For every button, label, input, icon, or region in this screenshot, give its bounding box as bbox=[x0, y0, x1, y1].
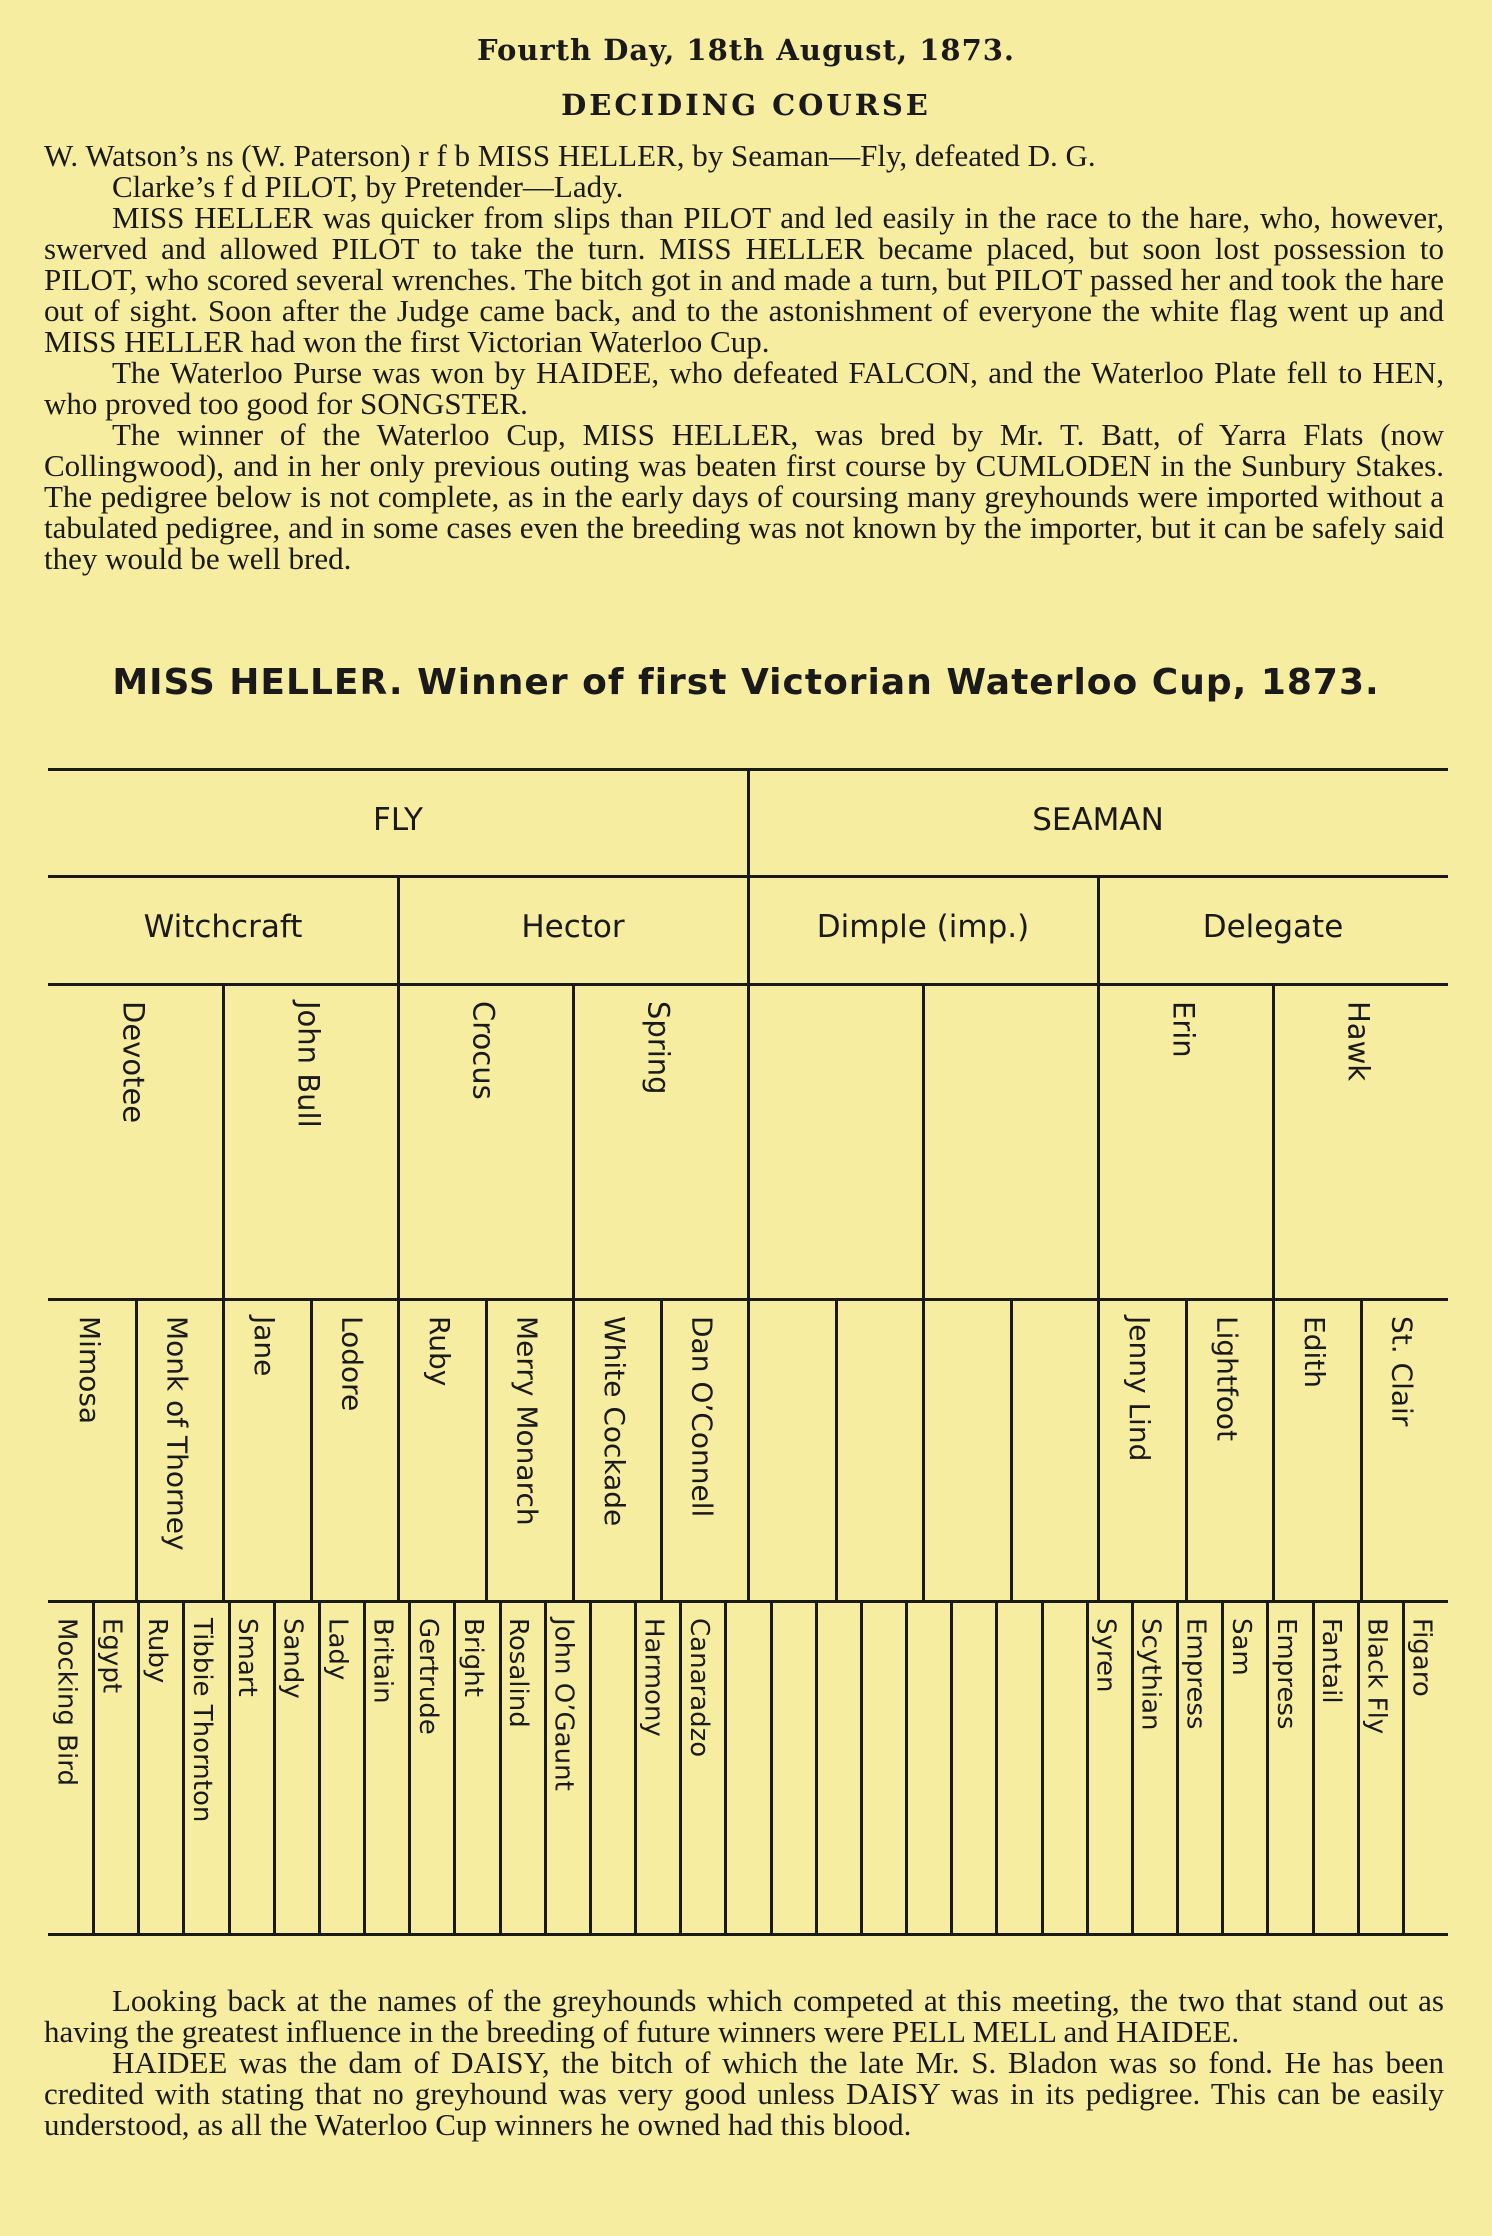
pedigree-divider bbox=[1272, 1298, 1275, 1600]
pedigree-divider bbox=[1221, 1600, 1224, 1933]
pedigree-divider bbox=[228, 1600, 231, 1933]
pedigree-divider bbox=[770, 1600, 773, 1933]
race-report bbox=[44, 140, 1444, 574]
pedigree-divider bbox=[363, 1600, 366, 1933]
pedigree-g4-merry-monarch: Merry Monarch bbox=[510, 1316, 544, 1526]
pedigree-divider bbox=[182, 1600, 185, 1933]
report-line-2: Clarke’s f d PILOT, by Pretender—Lady. bbox=[112, 169, 624, 204]
pedigree-g5-john-o-gaunt: John O’Gaunt bbox=[548, 1618, 579, 1791]
pedigree-g4-jenny-lind: Jenny Lind bbox=[1122, 1316, 1156, 1462]
pedigree-g5-empress: Empress bbox=[1180, 1618, 1211, 1730]
pedigree-g4-lodore: Lodore bbox=[335, 1316, 369, 1412]
pedigree-divider bbox=[318, 1600, 321, 1933]
pedigree-g5-scythian: Scythian bbox=[1135, 1618, 1166, 1731]
pedigree-grandparent-dimple-imp: Dimple (imp.) bbox=[816, 909, 1030, 945]
pedigree-divider bbox=[1357, 1600, 1360, 1933]
pedigree-g4-monk-of-thorney: Monk of Thorney bbox=[160, 1316, 194, 1551]
pedigree-rule bbox=[48, 1600, 1448, 1603]
pedigree-divider bbox=[572, 983, 575, 1298]
pedigree-divider bbox=[1041, 1600, 1044, 1933]
report-line-1: W. Watson’s ns (W. Paterson) r f b MISS HELLER, by Seaman—Fly, defeated D. G. bbox=[44, 138, 1096, 173]
pedigree-divider bbox=[453, 1600, 456, 1933]
pedigree-divider bbox=[273, 1600, 276, 1933]
pedigree-title: MISS HELLER. Winner of first Victorian Waterloo Cup, 1873. bbox=[112, 662, 1380, 703]
pedigree-g4-ruby: Ruby bbox=[422, 1316, 456, 1387]
pedigree-divider bbox=[397, 983, 400, 1298]
pedigree-g4-edith: Edith bbox=[1297, 1316, 1331, 1388]
pedigree-g5-canaradzo: Canaradzo bbox=[683, 1618, 714, 1758]
pedigree-g5-egypt: Egypt bbox=[96, 1618, 127, 1694]
pedigree-g5-mocking-bird: Mocking Bird bbox=[51, 1618, 82, 1786]
pedigree-g5-bright: Bright bbox=[458, 1618, 489, 1697]
pedigree-g3-spring: Spring bbox=[641, 1001, 676, 1095]
pedigree-grandparent-delegate: Delegate bbox=[1202, 909, 1344, 945]
pedigree-divider bbox=[1131, 1600, 1134, 1933]
pedigree-g5-figaro: Figaro bbox=[1406, 1618, 1437, 1697]
report-paragraph-3: The Waterloo Purse was won by HAIDEE, who defeated FALCON, and the Waterloo Plate fell to HEN, who proved too good for SONGSTER. bbox=[44, 355, 1444, 421]
pedigree-divider bbox=[310, 1298, 313, 1600]
pedigree-divider bbox=[747, 983, 750, 1298]
pedigree-divider bbox=[397, 1298, 400, 1600]
pedigree-g4-white-cockade: White Cockade bbox=[597, 1316, 631, 1527]
pedigree-grandparent-hector: Hector bbox=[521, 909, 625, 945]
pedigree-divider bbox=[724, 1600, 727, 1933]
section-heading: DECIDING COURSE bbox=[561, 88, 931, 122]
closing-remarks bbox=[44, 1985, 1444, 2140]
pedigree-g4-mimosa: Mimosa bbox=[72, 1316, 106, 1425]
pedigree-divider bbox=[222, 1298, 225, 1600]
pedigree-divider bbox=[747, 1298, 750, 1600]
pedigree-divider bbox=[1097, 1298, 1100, 1600]
closing-paragraph-2: HAIDEE was the dam of DAISY, the bitch of which the late Mr. S. Bladon was so fond. He has been credited with stating that no greyhound was very good unless DAISY was in its pedigree. This can be easily understood, as all the Waterloo Cup winners he owned had this blood. bbox=[44, 2045, 1444, 2142]
pedigree-g3-john-bull: John Bull bbox=[291, 1001, 326, 1128]
pedigree-divider bbox=[485, 1298, 488, 1600]
report-paragraph-2: MISS HELLER was quicker from slips than PILOT and led easily in the race to the hare, who, however, swerved and allowed PILOT to take the turn. MISS HELLER became placed, but soon lost possession to PILOT, who scored several wrenches. The bitch got in and made a turn, but PILOT passed her and took the hare out of sight. Soon after the Judge came back, and to the astonishment of everyone the white flag went up and MISS HELLER had won the first Victorian Waterloo Cup. bbox=[44, 200, 1444, 359]
pedigree-divider bbox=[1266, 1600, 1269, 1933]
pedigree-rule bbox=[48, 1933, 1448, 1936]
pedigree-g5-rosalind: Rosalind bbox=[503, 1618, 534, 1728]
pedigree-g5-black-fly: Black Fly bbox=[1361, 1618, 1392, 1735]
pedigree-divider bbox=[905, 1600, 908, 1933]
pedigree-g4-dan-o-connell: Dan O’Connell bbox=[685, 1316, 719, 1518]
report-paragraph-4: The winner of the Waterloo Cup, MISS HELLER, was bred by Mr. T. Batt, of Yarra Flats (now Collingwood), and in her only previous outing was beaten first course by CUMLODEN in the Sunbury Stakes. The pedigree below is not complete, as in the early days of coursing many greyhounds were imported without a tabulated pedigree, and in some cases even the breeding was not known by the importer, but it can be safely said they would be well bred. bbox=[44, 417, 1444, 576]
pedigree-divider bbox=[679, 1600, 682, 1933]
pedigree-g5-syren: Syren bbox=[1090, 1618, 1121, 1693]
pedigree-g4-st-clair: St. Clair bbox=[1385, 1316, 1419, 1427]
pedigree-g5-gertrude: Gertrude bbox=[412, 1618, 443, 1735]
pedigree-sire-seaman: SEAMAN bbox=[1032, 801, 1164, 838]
pedigree-divider bbox=[922, 1298, 925, 1600]
pedigree-divider bbox=[1185, 1298, 1188, 1600]
closing-paragraph-1: Looking back at the names of the greyhounds which competed at this meeting, the two that stand out as having the greatest influence in the breeding of future winners were PELL MELL and HAIDEE. bbox=[44, 1983, 1444, 2049]
pedigree-divider bbox=[1086, 1600, 1089, 1933]
pedigree-sire-fly: FLY bbox=[373, 801, 423, 838]
pedigree-divider bbox=[1312, 1600, 1315, 1933]
pedigree-divider bbox=[922, 983, 925, 1298]
pedigree-g5-ruby: Ruby bbox=[141, 1618, 172, 1684]
day-heading: Fourth Day, 18th August, 1873. bbox=[476, 33, 1016, 67]
pedigree-divider bbox=[1097, 983, 1100, 1298]
pedigree-g4-jane: Jane bbox=[247, 1316, 281, 1377]
pedigree-g3-crocus: Crocus bbox=[466, 1001, 501, 1100]
pedigree-divider bbox=[572, 1298, 575, 1600]
pedigree-g5-harmony: Harmony bbox=[638, 1618, 669, 1737]
pedigree-divider bbox=[544, 1600, 547, 1933]
pedigree-divider bbox=[222, 983, 225, 1298]
pedigree-divider bbox=[1402, 1600, 1405, 1933]
pedigree-divider bbox=[1010, 1298, 1013, 1600]
pedigree-divider bbox=[815, 1600, 818, 1933]
pedigree-divider bbox=[634, 1600, 637, 1933]
pedigree-g4-lightfoot: Lightfoot bbox=[1210, 1316, 1244, 1441]
pedigree-divider bbox=[660, 1298, 663, 1600]
pedigree-divider bbox=[408, 1600, 411, 1933]
pedigree-g5-britain: Britain bbox=[367, 1618, 398, 1704]
pedigree-divider bbox=[950, 1600, 953, 1933]
pedigree-g5-sandy: Sandy bbox=[277, 1618, 308, 1699]
pedigree-g5-smart: Smart bbox=[232, 1618, 263, 1697]
pedigree-divider bbox=[135, 1298, 138, 1600]
pedigree-divider bbox=[1272, 983, 1275, 1298]
pedigree-divider bbox=[860, 1600, 863, 1933]
pedigree-divider bbox=[1360, 1298, 1363, 1600]
pedigree-g5-sam: Sam bbox=[1225, 1618, 1256, 1676]
pedigree-divider bbox=[1176, 1600, 1179, 1933]
pedigree-g5-tibbie-thornton: Tibbie Thornton bbox=[187, 1618, 218, 1823]
pedigree-g5-lady: Lady bbox=[322, 1618, 353, 1681]
pedigree-g3-erin: Erin bbox=[1166, 1001, 1201, 1058]
pedigree-g3-hawk: Hawk bbox=[1341, 1001, 1376, 1082]
pedigree-divider bbox=[499, 1600, 502, 1933]
pedigree-divider bbox=[589, 1600, 592, 1933]
pedigree-divider bbox=[137, 1600, 140, 1933]
pedigree-g3-devotee: Devotee bbox=[116, 1001, 151, 1124]
pedigree-divider bbox=[835, 1298, 838, 1600]
pedigree-divider bbox=[995, 1600, 998, 1933]
pedigree-divider bbox=[92, 1600, 95, 1933]
pedigree-g5-empress: Empress bbox=[1270, 1618, 1301, 1730]
pedigree-grandparent-witchcraft: Witchcraft bbox=[143, 909, 303, 945]
pedigree-g5-fantail: Fantail bbox=[1316, 1618, 1347, 1704]
